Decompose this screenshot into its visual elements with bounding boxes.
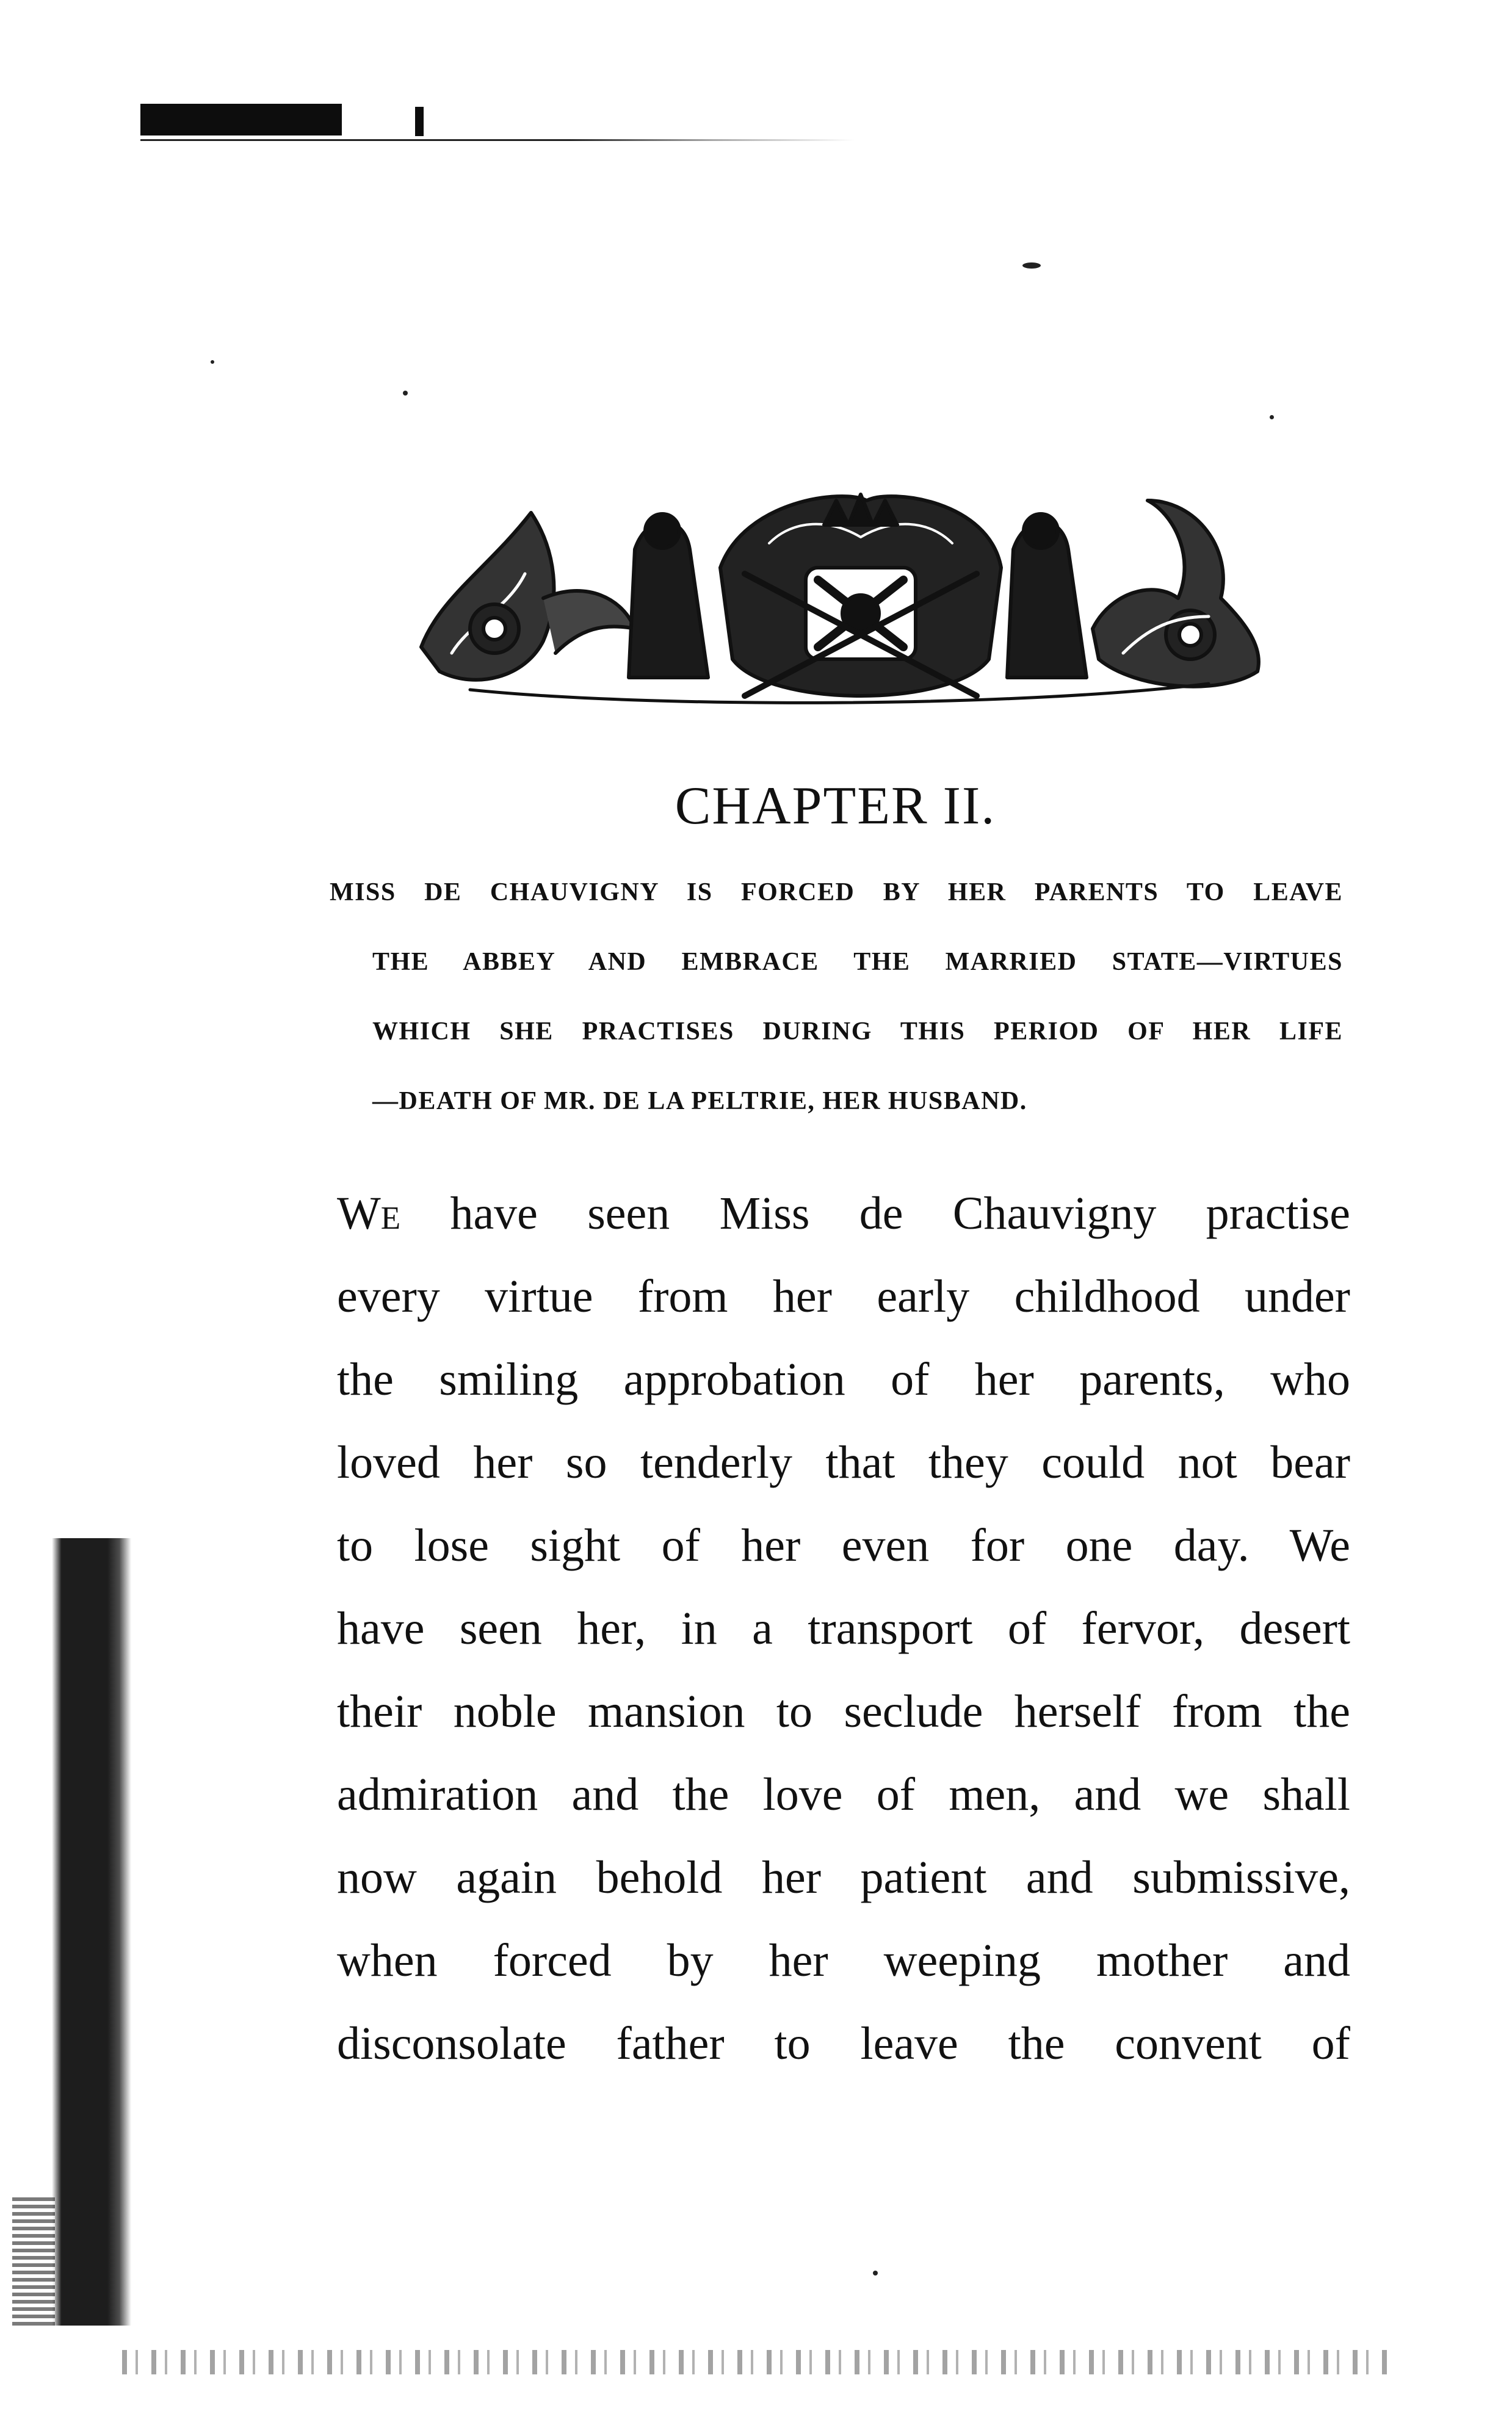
body-line: to lose sight of her even for one day. We: [337, 1520, 1350, 1571]
top-rule: [140, 139, 855, 141]
opening-word: We: [337, 1188, 401, 1239]
body-line: the smiling approbation of her parents, who: [337, 1354, 1350, 1405]
scan-edge-noise: [12, 2197, 55, 2326]
top-ink-tick: [415, 107, 424, 136]
body-line: their noble mansion to seclude herself from the: [337, 1686, 1350, 1737]
body-line: loved her so tenderly that they could not bear: [337, 1437, 1350, 1488]
summary-line: —DEATH OF MR. DE LA PELTRIE, HER HUSBAND.: [372, 1087, 1027, 1115]
speck: [211, 360, 214, 364]
speck: [1270, 415, 1274, 419]
body-line: disconsolate father to leave the convent of: [337, 2018, 1350, 2069]
body-line: when forced by her weeping mother and: [337, 1935, 1350, 1986]
body-line-first: [337, 1172, 1350, 1255]
chapter-title: CHAPTER II.: [675, 776, 996, 836]
speck: [403, 391, 408, 396]
summary-line: THE ABBEY AND EMBRACE THE MARRIED STATE—VIRTUES: [372, 948, 1343, 976]
body-line: have seen her, in a transport of fervor, desert: [337, 1603, 1350, 1654]
body-line-text: have seen Miss de Chauvigny practise: [450, 1188, 1350, 1239]
summary-line: MISS DE CHAUVIGNY IS FORCED BY HER PARENTS TO LEAVE: [330, 878, 1343, 906]
speck: [873, 2271, 878, 2276]
chapter-summary: [330, 879, 1343, 1157]
speck: [1022, 262, 1041, 269]
body-line: every virtue from her early childhood under: [337, 1271, 1350, 1322]
top-ink-mark: [140, 104, 342, 136]
bottom-scan-noise: [122, 2350, 1392, 2374]
body-paragraph: [337, 1172, 1350, 2085]
summary-line: WHICH SHE PRACTISES DURING THIS PERIOD OF HER LIFE: [372, 1018, 1343, 1046]
ornament-headpiece-icon: [403, 476, 1276, 720]
scan-edge-shadow: [52, 1538, 131, 2326]
body-line: now again behold her patient and submissive,: [337, 1852, 1350, 1903]
body-line: admiration and the love of men, and we shall: [337, 1769, 1350, 1820]
